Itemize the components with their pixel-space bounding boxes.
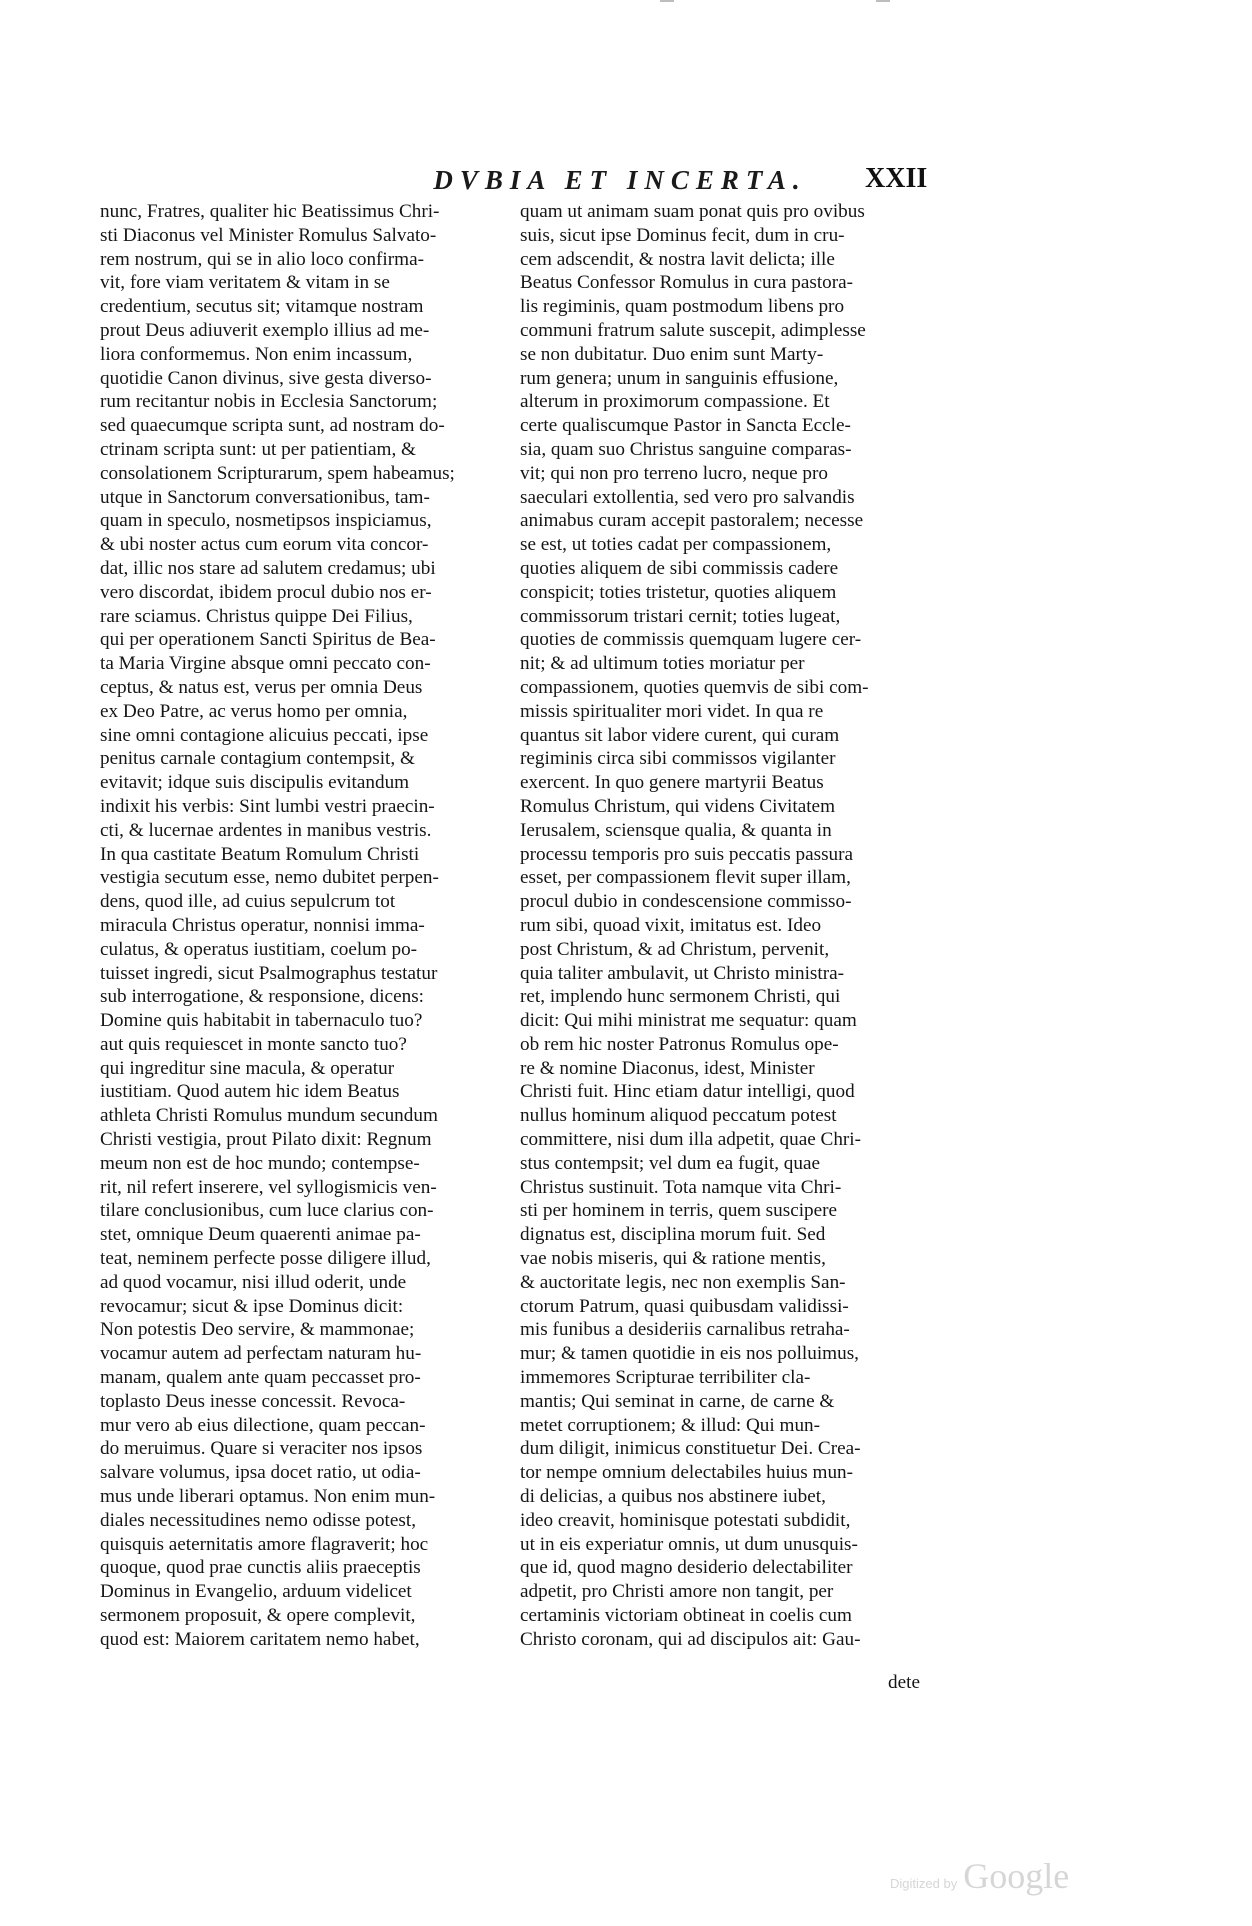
text-line: quam ut animam suam ponat quis pro ovibus [520, 201, 865, 222]
text-line: quoties aliquem de sibi commissis cadere [520, 557, 839, 579]
text-line: sermonem proposuit, & opere complevit, [100, 1605, 416, 1627]
text-line: post Christum, & ad Christum, pervenit, [520, 938, 830, 960]
text-line: tilare conclusionibus, cum luce clarius con- [100, 1200, 434, 1222]
text-line: indixit his verbis: Sint lumbi vestri praecin- [100, 795, 435, 817]
text-line: manam, qualem ante quam peccasset pro- [100, 1367, 421, 1389]
text-line: credentium, secutus sit; vitamque nostram [100, 296, 424, 318]
text-line: evitavit; idque suis discipulis evitandum [100, 772, 410, 794]
text-line: Christi vestigia, prout Pilato dixit: Regnum [100, 1129, 432, 1151]
text-line: Ierusalem, sciensque qualia, & quanta in [520, 819, 832, 841]
text-line: quia taliter ambulavit, ut Christo ministra- [520, 962, 844, 984]
text-line: vocamur autem ad perfectam naturam hu- [100, 1343, 422, 1365]
text-line: stet, omnique Deum quaerenti animae pa- [100, 1224, 421, 1246]
text-line: dicit: Qui mihi ministrat me sequatur: quam [520, 1010, 857, 1032]
text-line: toplasto Deus inesse concessit. Revoca- [100, 1390, 406, 1412]
text-line: exercent. In quo genere martyrii Beatus [520, 772, 824, 794]
watermark-prefix: Digitized by [890, 1876, 958, 1891]
text-line: rum sibi, quoad vixit, imitatus est. Ideo [520, 914, 822, 936]
text-line: cem adscendit, & nostra lavit delicta; ille [520, 248, 835, 270]
text-line: certaminis victoriam obtineat in coelis cum [520, 1605, 852, 1627]
left-column [100, 200, 500, 1670]
text-line: ctorum Patrum, quasi quibusdam validissi- [520, 1295, 849, 1317]
text-line: nullus hominum aliquod peccatum potest [520, 1105, 837, 1127]
text-line: sed quaecumque scripta sunt, ad nostram do- [100, 415, 445, 437]
text-line: ceptus, & natus est, verus per omnia Deus [100, 676, 423, 698]
text-line: miracula Christus operatur, nonnisi imma- [100, 914, 425, 936]
text-line: metet corruptionem; & illud: Qui mun- [520, 1414, 821, 1436]
digitization-watermark [890, 1855, 1160, 1897]
text-line: suis, sicut ipse Dominus fecit, dum in cru- [520, 224, 845, 246]
text-line: & auctoritate legis, nec non exemplis San- [520, 1271, 846, 1293]
text-line: communi fratrum salute suscepit, adimplesse [520, 319, 866, 341]
text-line: Romulus Christum, qui videns Civitatem [520, 795, 836, 817]
text-line: mis funibus a desideriis carnalibus retraha- [520, 1319, 850, 1341]
text-line: qui ingreditur sine macula, & operatur [100, 1057, 395, 1079]
text-line: quam in speculo, nosmetipsos inspiciamus, [100, 510, 432, 532]
text-line: tor nempe omnium delectabiles huius mun- [520, 1462, 854, 1484]
watermark-brand: Google [963, 1856, 1070, 1896]
text-line: Christus sustinuit. Tota namque vita Chri- [520, 1176, 842, 1198]
text-line: aut quis requiescet in monte sancto tuo? [100, 1033, 407, 1055]
text-line: Dominus in Evangelio, arduum videlicet [100, 1581, 412, 1603]
text-line: mur; & tamen quotidie in eis nos polluimus, [520, 1343, 859, 1365]
text-line: teat, neminem perfecte posse diligere illud, [100, 1248, 431, 1270]
text-line: nit; & ad ultimum toties moriatur per [520, 653, 805, 675]
text-line: sia, quam suo Christus sanguine comparas- [520, 438, 852, 460]
text-line: mur vero ab eius dilectione, quam peccan- [100, 1414, 426, 1436]
text-line: diales necessitudines nemo odisse potest, [100, 1509, 417, 1531]
text-line: quoties de commissis quemquam lugere cer- [520, 629, 862, 651]
text-line: quotidie Canon divinus, sive gesta diverso- [100, 367, 432, 389]
text-line: regiminis circa sibi commissos vigilanter [520, 748, 836, 770]
text-line: consolationem Scripturarum, spem habeamus; [100, 462, 455, 484]
text-line: mus unde liberari optamus. Non enim mun- [100, 1486, 436, 1508]
text-line: do meruimus. Quare si veraciter nos ipsos [100, 1438, 423, 1460]
right-column [520, 200, 940, 1670]
text-line: sine omni contagione alicuius peccati, ipse [100, 724, 429, 746]
scan-mark [876, 0, 890, 2]
text-line: salvare volumus, ipsa docet ratio, ut odia- [100, 1462, 421, 1484]
text-line: vero discordat, ibidem procul dubio nos er- [100, 581, 432, 603]
text-line: rit, nil refert inserere, vel syllogismicis ven- [100, 1176, 437, 1198]
text-line: dum diligit, inimicus constituetur Dei. Crea- [520, 1438, 861, 1460]
text-line: se non dubitatur. Duo enim sunt Marty- [520, 343, 824, 365]
text-line: procul dubio in condescensione commisso- [520, 891, 852, 913]
text-line: ideo creavit, hominisque potestati subdidit, [520, 1509, 851, 1531]
text-line: vae nobis miseris, qui & ratione mentis, [520, 1248, 826, 1270]
text-line: dignatus est, disciplina morum fuit. Sed [520, 1224, 826, 1246]
text-line: In qua castitate Beatum Romulum Christi [100, 843, 420, 865]
text-line: quod est: Maiorem caritatem nemo habet, [100, 1628, 420, 1650]
text-line: adpetit, pro Christi amore non tangit, per [520, 1581, 834, 1603]
text-line: ob rem hic noster Patronus Romulus ope- [520, 1033, 839, 1055]
text-line: quisquis aeternitatis amore flagraverit; hoc [100, 1533, 429, 1555]
text-line: rem nostrum, qui se in alio loco confirma- [100, 248, 424, 270]
scan-mark [660, 0, 674, 2]
text-line: mantis; Qui seminat in carne, de carne & [520, 1390, 835, 1412]
text-line: se est, ut toties cadat per compassionem, [520, 534, 832, 556]
text-line: commissorum tristari cernit; toties lugeat, [520, 605, 841, 627]
text-line: stus contempsit; vel dum ea fugit, quae [520, 1152, 821, 1174]
text-line: ctrinam scripta sunt: ut per patientiam, & [100, 438, 416, 460]
text-line: meum non est de hoc mundo; contempse- [100, 1152, 420, 1174]
text-line: immemores Scripturae terribiliter cla- [520, 1367, 811, 1389]
text-line: committere, nisi dum illa adpetit, quae Chri- [520, 1129, 862, 1151]
text-line: rum recitantur nobis in Ecclesia Sanctorum; [100, 391, 438, 413]
text-line: Non potestis Deo servire, & mammonae; [100, 1319, 415, 1341]
text-line: quantus sit labor videre curent, qui curam [520, 724, 840, 746]
text-line: re & nomine Diaconus, idest, Minister [520, 1057, 815, 1079]
text-line: sti Diaconus vel Minister Romulus Salvato- [100, 224, 437, 246]
text-line: compassionem, quoties quemvis de sibi com- [520, 676, 869, 698]
text-line: alterum in proximorum compassione. Et [520, 391, 830, 413]
text-line: ret, implendo hunc sermonem Christi, qui [520, 986, 841, 1008]
text-line: Christi fuit. Hinc etiam datur intelligi, quod [520, 1081, 855, 1103]
text-line: tuisset ingredi, sicut Psalmographus testatur [100, 962, 438, 984]
text-line: ad quod vocamur, nisi illud oderit, unde [100, 1271, 407, 1293]
text-line: & ubi noster actus cum eorum vita concor- [100, 534, 429, 556]
text-line: rare sciamus. Christus quippe Dei Filius, [100, 605, 413, 627]
text-line: processu temporis pro suis peccatis passura [520, 843, 854, 865]
text-line: ut in eis experiatur omnis, ut dum unusquis- [520, 1533, 858, 1555]
text-line: rum genera; unum in sanguinis effusione, [520, 367, 839, 389]
text-line: sti per hominem in terris, quem suscipere [520, 1200, 838, 1222]
text-line: vestigia secutum esse, nemo dubitet perpen- [100, 867, 439, 889]
text-line: prout Deus adiuverit exemplo illius ad me- [100, 319, 430, 341]
text-line: di delicias, a quibus nos abstinere iubet, [520, 1486, 826, 1508]
text-line: ta Maria Virgine absque omni peccato con- [100, 653, 431, 675]
text-line: nunc, Fratres, qualiter hic Beatissimus Chri- [100, 201, 440, 222]
text-line: revocamur; sicut & ipse Dominus dicit: [100, 1295, 404, 1317]
text-line: certe qualiscumque Pastor in Sancta Eccle- [520, 415, 851, 437]
text-line: cti, & lucernae ardentes in manibus vestris. [100, 819, 432, 841]
text-line: athleta Christi Romulus mundum secundum [100, 1105, 438, 1127]
text-line: lis regiminis, quam postmodum libens pro [520, 296, 845, 318]
text-line: conspicit; toties tristetur, quoties aliquem [520, 581, 837, 603]
text-line: saeculari extollentia, sed vero pro salvandis [520, 486, 855, 508]
text-line: vit; qui non pro terreno lucro, neque pro [520, 462, 828, 484]
text-line: Beatus Confessor Romulus in cura pastora- [520, 272, 854, 294]
text-line: sub interrogatione, & responsione, dicens: [100, 986, 424, 1008]
text-line: utque in Sanctorum conversationibus, tam- [100, 486, 430, 508]
text-line: liora conformemus. Non enim incassum, [100, 343, 413, 365]
running-head: DVBIA ET INCERTA. [433, 165, 807, 195]
text-line: iustitiam. Quod autem hic idem Beatus [100, 1081, 400, 1103]
text-line: ex Deo Patre, ac verus homo per omnia, [100, 700, 408, 722]
text-line: dens, quod ille, ad cuius sepulcrum tot [100, 891, 396, 913]
text-line: missis spiritualiter mori videt. In qua re [520, 700, 824, 722]
text-line: dat, illic nos stare ad salutem credamus; ubi [100, 557, 436, 579]
text-line: esset, per compassionem flevit super illam, [520, 867, 851, 889]
text-line: animabus curam accepit pastoralem; necesse [520, 510, 864, 532]
text-line: vit, fore viam veritatem & vitam in se [100, 272, 390, 294]
text-line: Christo coronam, qui ad discipulos ait: Gau- [520, 1628, 861, 1650]
text-line: penitus carnale contagium contempsit, & [100, 748, 415, 770]
page-number: XXII [865, 163, 928, 194]
text-line: quoque, quod prae cunctis aliis praeceptis [100, 1557, 421, 1579]
text-line: culatus, & operatus iustitiam, coelum po- [100, 938, 418, 960]
text-line: que id, quod magno desiderio delectabiliter [520, 1557, 853, 1579]
catchword: dete [888, 1672, 920, 1693]
text-line: qui per operationem Sancti Spiritus de Bea- [100, 629, 436, 651]
text-line: Domine quis habitabit in tabernaculo tuo? [100, 1010, 423, 1032]
